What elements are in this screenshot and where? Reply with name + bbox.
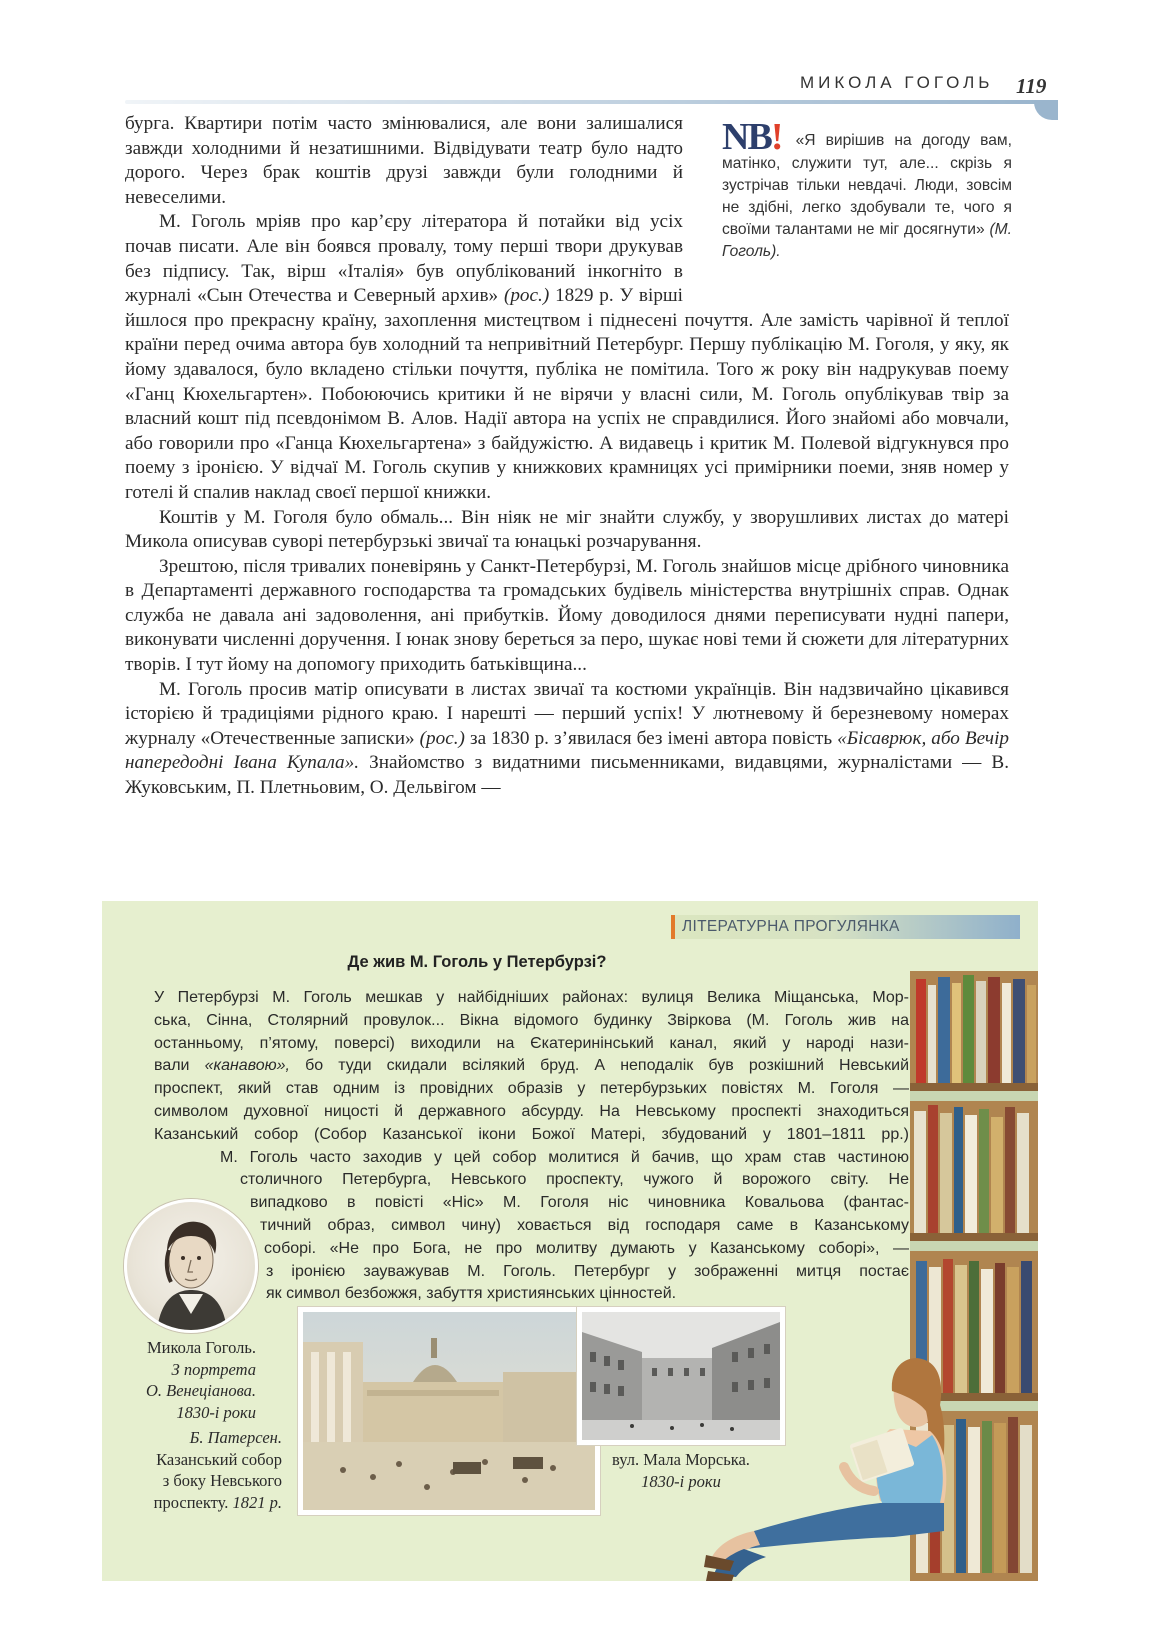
- paragraph-2: М. Гоголь мріяв про кар’єру літератора й потайки від усіх почав писати. Але він боявся провалу, тому перші твори друкував без підпису. Так, вірш «Італія» був опублікований інкогніто в журналі «Сын Отечества и Северный архив» (рос.) 1829 р. У вірші йшлося про прекрасну країну, захоплення мистецтвом і піднесені почуття. Але замість чарівної й теплої країни перед очима автора був холодний та непривітний Петербург. Першу публікацію М. Гоголя, у яку, як йому здавалося, було вкладено стільки почуття, публіка не помітила. Того ж року він надрукував поему «Ганц Кюхельгартен». Побоюючись критики й не вірячи у власні сили, М. Гоголь опублікував твір за власний кошт під псевдонімом В. Алов. Надії автора на успіх не справдилися. Його знайомі або мовчали, або говорили про «Ганца Кюхельгартена» з байдужістю. А видавець і критик М. Полевой відгукнувся про поему з іронією. У відчаї М. Гоголь скупив у книжкових крамницях усі примірники поеми, зняв номер у готелі й спалив наклад своєї першої книжки.: [125, 211, 1009, 503]
- paragraph-1: бурга. Квартири потім часто змінювалися, але вони залишалися завжди холодними й незатишними. Відвідувати театр було надто дорого. Через брак коштів друзі завжди були голодними й невеселими.: [125, 113, 683, 208]
- literary-walk-box: [102, 901, 1038, 1581]
- paragraph-3: Коштів у М. Гоголя було обмаль... Він ніяк не міг знайти службу, у зворушливих листах до матері Микола описував суворі петербурзькі звичаї та юнацькі розчарування.: [125, 506, 1009, 553]
- page-number: 119: [1016, 74, 1047, 98]
- paragraph-4: Зрештою, після тривалих поневірянь у Санкт-Петербурзі, М. Гоголь знайшов місце дрібного чиновника в Департаменті державного господарства та громадських будівель міністерства внутрішніх справ. Однак служба не давала ані задоволення, ані прибутків. Йому доводилося днями переписувати нудні папери, виконувати численні доручення. І юнак знову береться за перо, шукає нові теми й сюжети для літературних творів. І тут йому на допомогу приходить батьківщина...: [125, 555, 1009, 676]
- kazan-cathedral-painting: [298, 1307, 600, 1515]
- header-tab-decoration: [1034, 100, 1058, 120]
- running-header-title: МИКОЛА ГОГОЛЬ: [800, 73, 994, 92]
- literary-walk-heading: Де жив М. Гоголь у Петербурзі?: [347, 953, 607, 971]
- main-text: [125, 112, 1009, 801]
- nb-quote-text: «Я вирішив на догоду вам, матінко, служити тут, але... скрізь я зустрічав тільки невдачі. Люди, зовсім не здібні, легко здобували те, чого я своїми талантами не міг досягнути»: [722, 132, 1012, 238]
- kazan-painting-caption: Б. Патерсен. Казанський собор з боку Невського проспекту. 1821 р.: [153, 1428, 282, 1512]
- paragraph-5: М. Гоголь просив матір описувати в листах звичаї та костюми українців. Він надзвичайно цікавився історією й традиціями рідного краю. І нарешті — перший успіх! У лютневому й березневому номерах журналу «Отечественные записки» (рос.) за 1830 р. з’явилася без імені автора повість «Бісаврюк, або Вечір напередодні Івана Купала». Знайомство з видатними письменниками, видавцями, журналістами — В. Жуковським, П. Плетньовим, О. Дельвігом —: [125, 678, 1009, 799]
- literary-walk-text: У Петербурзі М. Гоголь мешкав у найбідніших районах: вулиця Велика Міщанська, Мор- ська, Сінна, Столярний провулок... Вікна відомого будинку Звіркова (М. Гоголь жив на останньому, п’ятому, поверсі) виходили на Єкатеринінський канал, який у народі нази- вали «канавою», бо туди скидали всілякий бруд. А неподалік був розкішний Невський проспект, який став одним із провідних образів у петербурзьких повістях М. Гоголя — символом духовної ницості й державного абсурду. На Невському проспекті знаходиться Казанський собор (Собор Казанської ікони Божої Матері, збудований у 1801–1811 рр.) М. Гоголь часто заходив у цей собор молитися й бачив, що храм став частиною столичного Петербурга, Невського проспекту, чужого й ворожого світу. Не випадково в повісті «Ніс» М. Гоголя ніс чиновника Ковальова (фантас- тичний образ, символ чину) ховається від господаря саме в Казанському соборі. «Не про Бога, не про молитву думають у Казанському соборі», — з іронією зауважував М. Гоголь. Петербург у зображенні митця постає як символ безбожжя, забуття християнських цінностей.: [154, 989, 910, 1303]
- reading-girl-image: [704, 1331, 1014, 1581]
- nb-quote-author: (М. Гоголь).: [722, 221, 1012, 260]
- nb-badge-icon: NB!: [722, 116, 782, 158]
- portrait-caption: Микола Гоголь. З портрета О. Венеціанова. 1830-і роки: [145, 1338, 256, 1422]
- header-rule: [125, 100, 1040, 104]
- morska-caption: вул. Мала Морська. 1830-і роки: [612, 1450, 750, 1491]
- gogol-portrait-image: [124, 1199, 258, 1333]
- literary-walk-tag: ЛІТЕРАТУРНА ПРОГУЛЯНКА: [671, 915, 1020, 939]
- nb-float-spacer: [711, 112, 1009, 300]
